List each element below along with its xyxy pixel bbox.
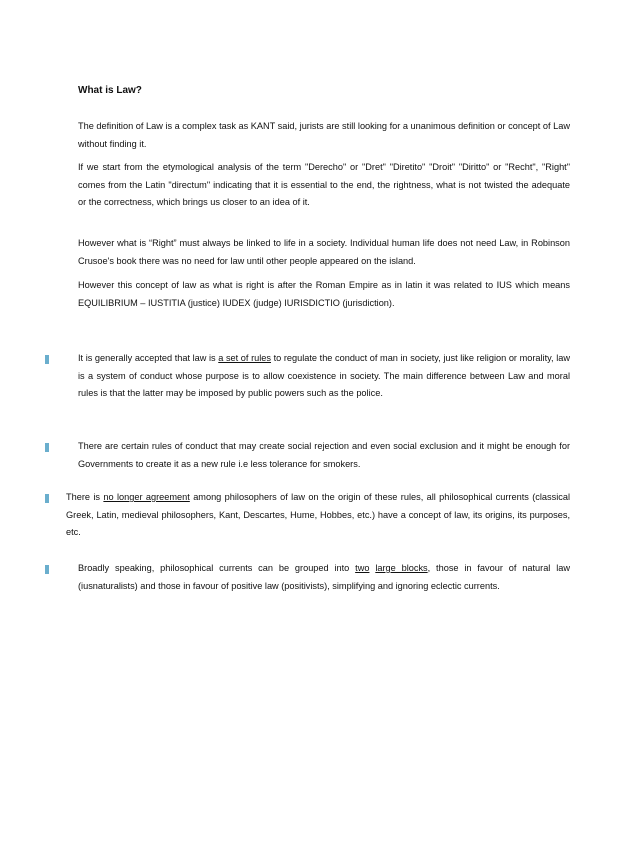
bullet-item-philosophers [66, 489, 570, 542]
bullet-text: There are certain rules of conduct that may create social rejection and even social exclusion and it might be enough for Governments to create it as a new rule i.e less tolerance for smokers. [78, 441, 570, 469]
bullet-text: to regulate the conduct of man in society, just like religion or morality, law is a system of conduct whose purpose is to allow coexistence in society. The main difference between Law and moral rules is that the latter may be imposed by public powers such as the police. [78, 353, 570, 398]
paragraph-etymology: If we start from the etymological analysis of the term "Derecho" or "Dret" "Diretito" "Droit" "Diritto" or "Recht", "Right" comes from the Latin "directum" indicating that it is essential to the end, the rightness, what is not twisted the adequate or the correctness, which brings us closer to an idea of it. [78, 162, 570, 207]
bullet-text: Broadly speaking, philosophical currents can be grouped into [78, 563, 356, 573]
bullet-marker-icon [45, 565, 49, 574]
bullet-marker-icon [45, 443, 49, 452]
bullet-item-two-blocks [78, 560, 570, 595]
bullet-item-social-rules [78, 438, 570, 473]
bullet-item-set-of-rules [78, 350, 570, 403]
underlined-term: two [355, 563, 370, 573]
bullet-text: There is [66, 492, 104, 502]
paragraph-roman-empire: However this concept of law as what is right is after the Roman Empire as in latin it was related to IUS which means EQUILIBRIUM – IUSTITIA (justice) IUDEX (judge) IURISDICTIO (jurisdiction). [78, 280, 570, 308]
bullet-text: among philosophers of law on the origin of these rules, all philosophical currents (classical Greek, Latin, medieval philosophers, Kant, Descartes, Hume, Hobbes, etc.) have a concept of law, its origins, its purposes, etc. [66, 492, 571, 537]
underlined-term: a set of rules [218, 353, 271, 363]
paragraph-definition: The definition of Law is a complex task as KANT said, jurists are still looking for a unanimous definition or concept of Law without finding it. [78, 121, 570, 149]
underlined-term: no longer agreement [103, 492, 190, 502]
underlined-term: large blocks [375, 563, 428, 573]
bullet-marker-icon [45, 355, 49, 364]
bullet-text: It is generally accepted that law is [78, 353, 219, 363]
bullet-marker-icon [45, 494, 49, 503]
page-title: What is Law? [78, 85, 142, 96]
bullet-text: , those in favour of natural law (iusnaturalists) and those in favour of positive law (positivists), simplifying and ignoring eclectic currents. [78, 563, 570, 591]
paragraph-society: However what is “Right” must always be linked to life in a society. Individual human life does not need Law, in Robinson Crusoe's book there was no need for law until other people appeared on the island. [78, 238, 570, 266]
